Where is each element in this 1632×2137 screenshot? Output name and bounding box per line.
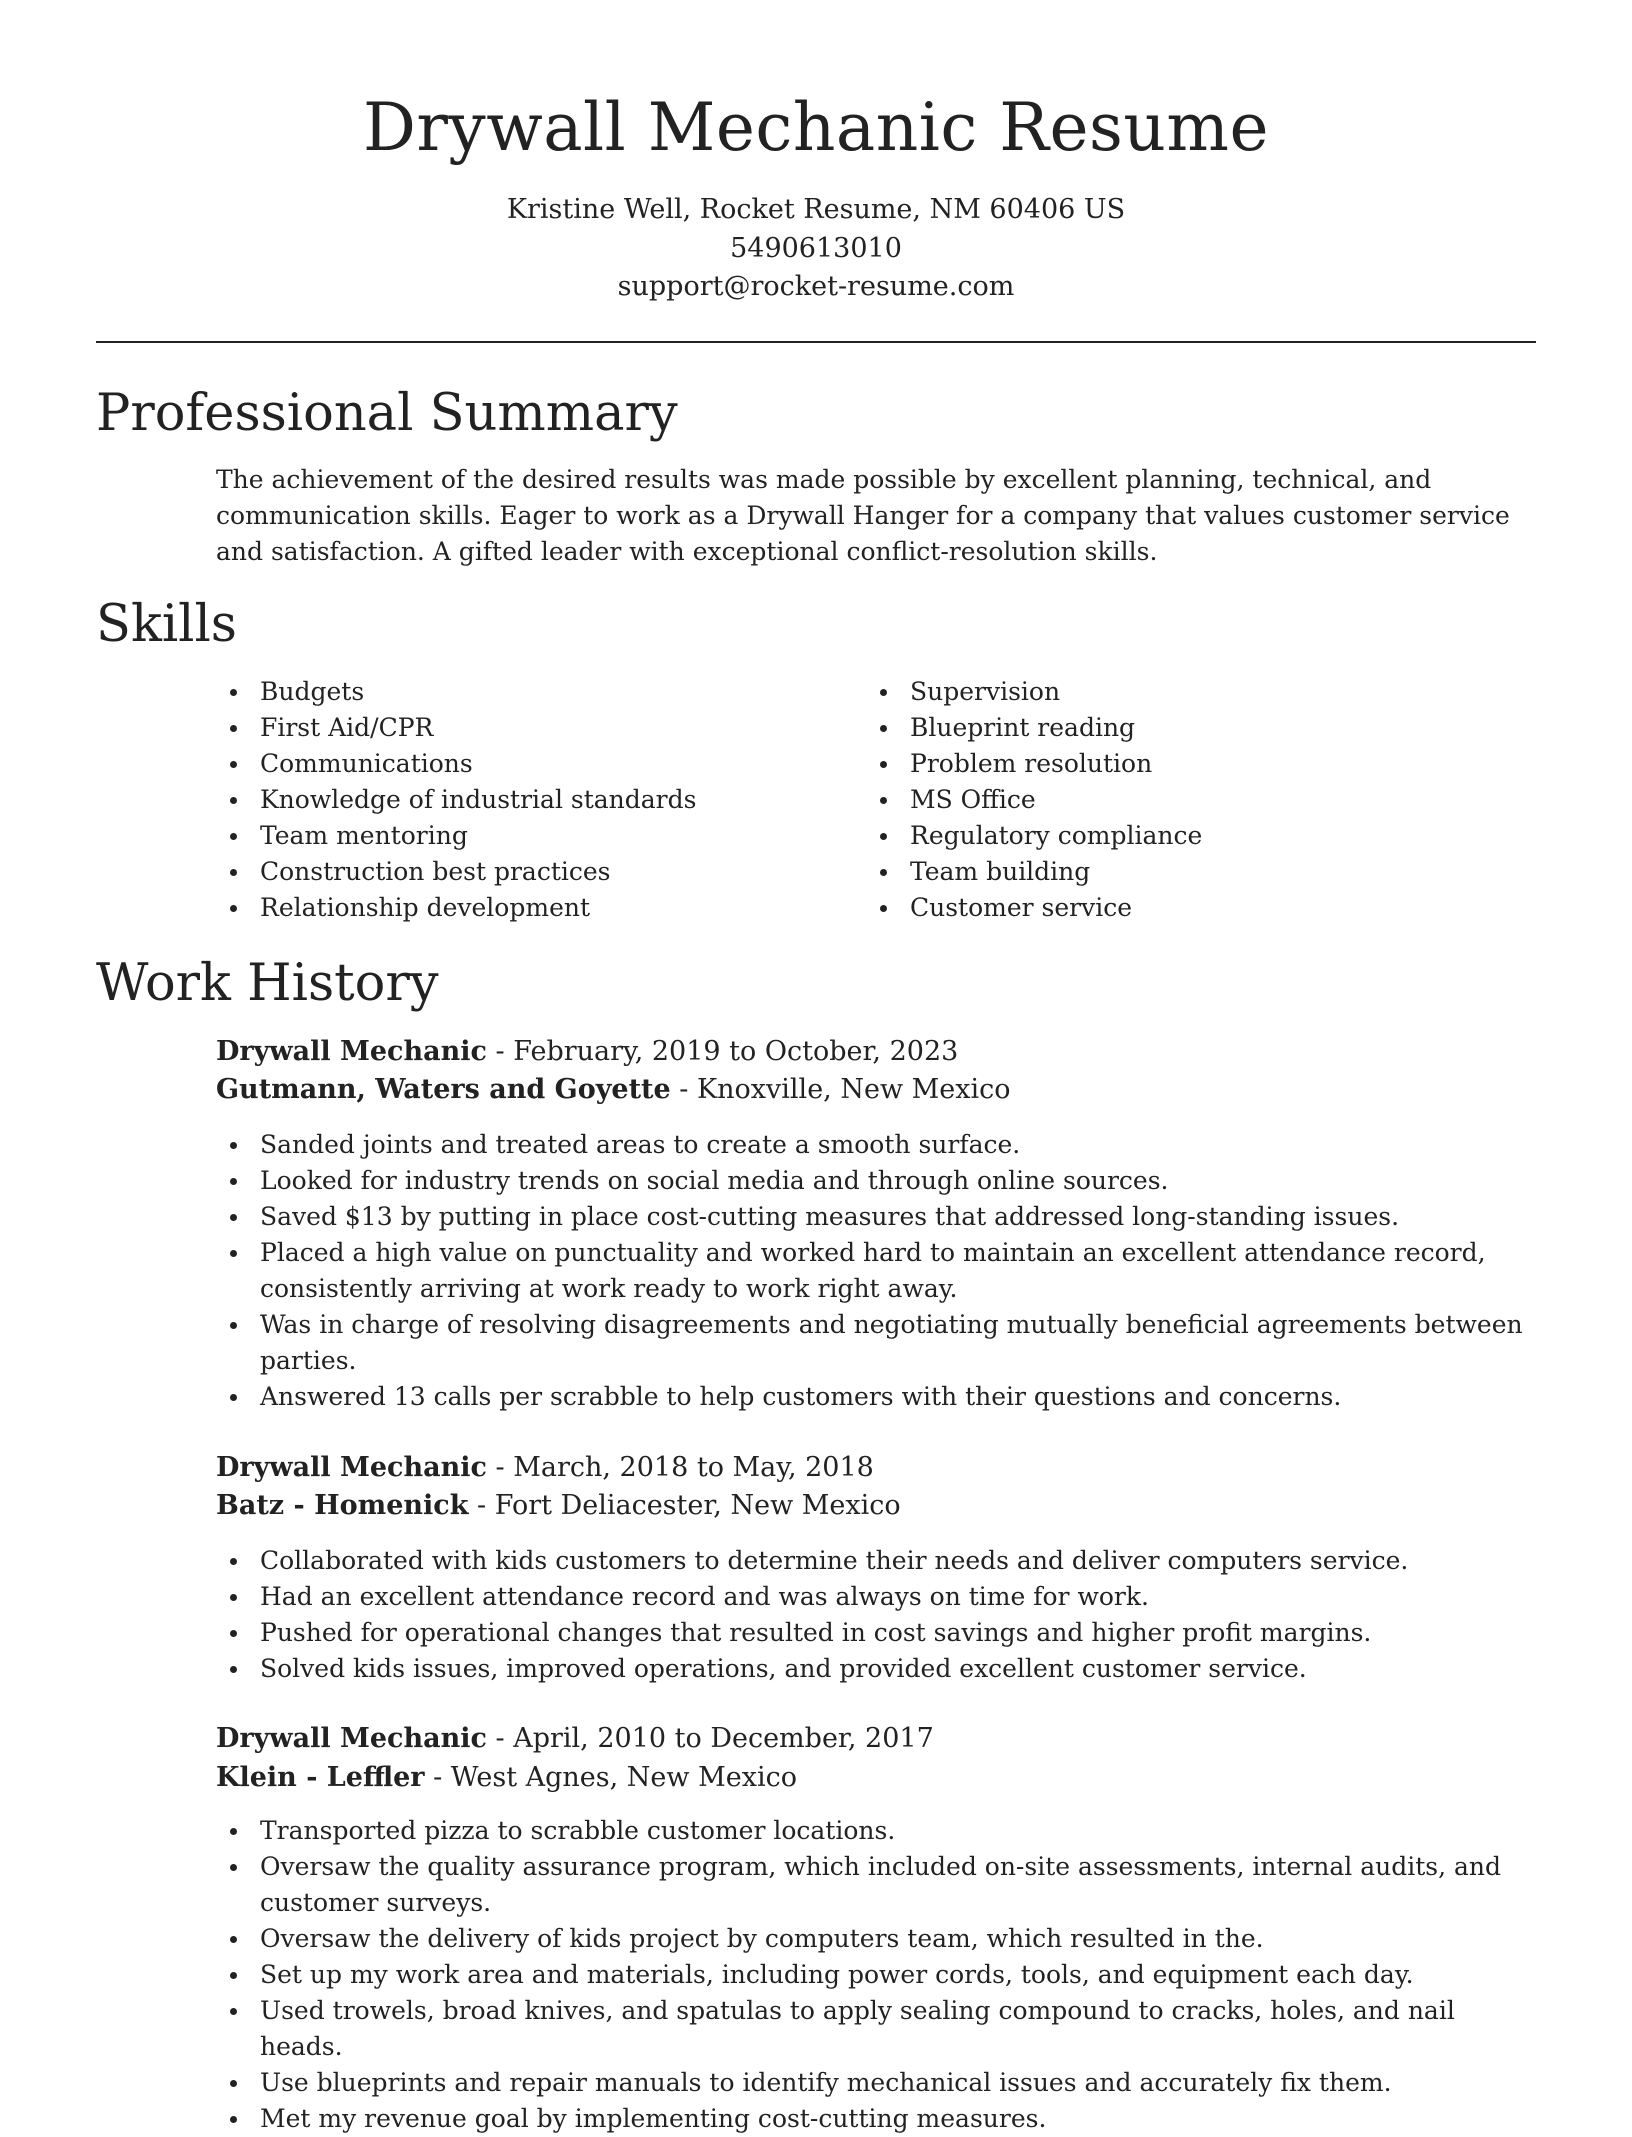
skill-item: Problem resolution xyxy=(866,746,1506,782)
job-bullet: Oversaw the quality assurance program, which included on-site assessments, internal audits, and customer surveys. xyxy=(216,1849,1536,1921)
job-title: Drywall Mechanic xyxy=(216,1723,487,1754)
job-bullet: Looked for industry trends on social media and through online sources. xyxy=(216,1163,1536,1199)
job-bullet: Sanded joints and treated areas to create a smooth surface. xyxy=(216,1127,1536,1163)
summary-text: The achievement of the desired results was made possible by excellent planning, technical, and communication skills. Eager to work as a Drywall Hanger for a company that values customer service and satisfaction. A gifted leader with exceptional conflict-resolution skills. xyxy=(216,465,1510,566)
skills-list-left xyxy=(216,674,856,926)
skill-item: MS Office xyxy=(866,782,1506,818)
job-bullet: Use blueprints and repair manuals to identify mechanical issues and accurately fix them. xyxy=(216,2065,1536,2101)
job-company: Batz - Homenick xyxy=(216,1490,469,1521)
job-1-company-line xyxy=(216,1071,1516,1109)
job-location: - Fort Deliacester, New Mexico xyxy=(468,1490,901,1521)
job-bullet: Met my revenue goal by implementing cost-cutting measures. xyxy=(216,2101,1536,2137)
contact-address: Kristine Well, Rocket Resume, NM 60406 US xyxy=(506,194,1126,225)
job-2-company-line xyxy=(216,1487,1516,1525)
skill-item: Knowledge of industrial standards xyxy=(216,782,856,818)
job-title: Drywall Mechanic xyxy=(216,1036,487,1067)
skill-item: First Aid/CPR xyxy=(216,710,856,746)
skill-item: Customer service xyxy=(866,890,1506,926)
skill-item: Construction best practices xyxy=(216,854,856,890)
work-history-heading: Work History xyxy=(96,954,439,1013)
contact-email: support@rocket-resume.com xyxy=(617,271,1015,302)
job-bullet: Was in charge of resolving disagreements and negotiating mutually beneficial agreements between parties. xyxy=(216,1307,1536,1379)
skill-item: Communications xyxy=(216,746,856,782)
job-bullet: Solved kids issues, improved operations, and provided excellent customer service. xyxy=(216,1651,1536,1687)
job-2-title-line xyxy=(216,1449,1516,1487)
job-bullet: Answered 13 calls per scrabble to help customers with their questions and concerns. xyxy=(216,1379,1536,1415)
job-3-bullets xyxy=(216,1813,1536,2137)
job-location: - Knoxville, New Mexico xyxy=(670,1074,1011,1105)
job-location: - West Agnes, New Mexico xyxy=(424,1762,797,1793)
job-dates: - March, 2018 to May, 2018 xyxy=(486,1452,874,1483)
skill-item: Team building xyxy=(866,854,1506,890)
job-bullet: Used trowels, broad knives, and spatulas to apply sealing compound to cracks, holes, and nail heads. xyxy=(216,1993,1536,2065)
job-3-company-line xyxy=(216,1759,1516,1797)
job-title: Drywall Mechanic xyxy=(216,1452,487,1483)
job-3-title-line xyxy=(216,1720,1516,1758)
job-dates: - February, 2019 to October, 2023 xyxy=(486,1036,959,1067)
job-company: Gutmann, Waters and Goyette xyxy=(216,1074,671,1105)
header-divider xyxy=(96,341,1536,343)
skill-item: Regulatory compliance xyxy=(866,818,1506,854)
job-bullet: Pushed for operational changes that resulted in cost savings and higher profit margins. xyxy=(216,1615,1536,1651)
job-bullet: Saved $13 by putting in place cost-cutting measures that addressed long-standing issues. xyxy=(216,1199,1536,1235)
job-bullet: Set up my work area and materials, including power cords, tools, and equipment each day. xyxy=(216,1957,1536,1993)
job-bullet: Had an excellent attendance record and was always on time for work. xyxy=(216,1579,1536,1615)
job-bullet: Oversaw the delivery of kids project by computers team, which resulted in the. xyxy=(216,1921,1536,1957)
job-dates: - April, 2010 to December, 2017 xyxy=(486,1723,934,1754)
skill-item: Budgets xyxy=(216,674,856,710)
job-1-title-line xyxy=(216,1033,1516,1071)
job-2-bullets xyxy=(216,1543,1536,1687)
job-bullet: Collaborated with kids customers to determine their needs and deliver computers service. xyxy=(216,1543,1536,1579)
contact-phone: 5490613010 xyxy=(730,233,902,264)
skill-item: Blueprint reading xyxy=(866,710,1506,746)
job-1-bullets xyxy=(216,1127,1536,1415)
skills-list-right xyxy=(866,674,1506,926)
summary-heading: Professional Summary xyxy=(96,384,678,443)
skill-item: Supervision xyxy=(866,674,1506,710)
resume-title: Drywall Mechanic Resume xyxy=(362,89,1270,166)
skill-item: Team mentoring xyxy=(216,818,856,854)
job-bullet: Transported pizza to scrabble customer locations. xyxy=(216,1813,1536,1849)
job-company: Klein - Leffler xyxy=(216,1762,425,1793)
skill-item: Relationship development xyxy=(216,890,856,926)
skills-heading: Skills xyxy=(96,595,237,654)
job-bullet: Placed a high value on punctuality and worked hard to maintain an excellent attendance record, consistently arriving at work ready to work right away. xyxy=(216,1235,1536,1307)
